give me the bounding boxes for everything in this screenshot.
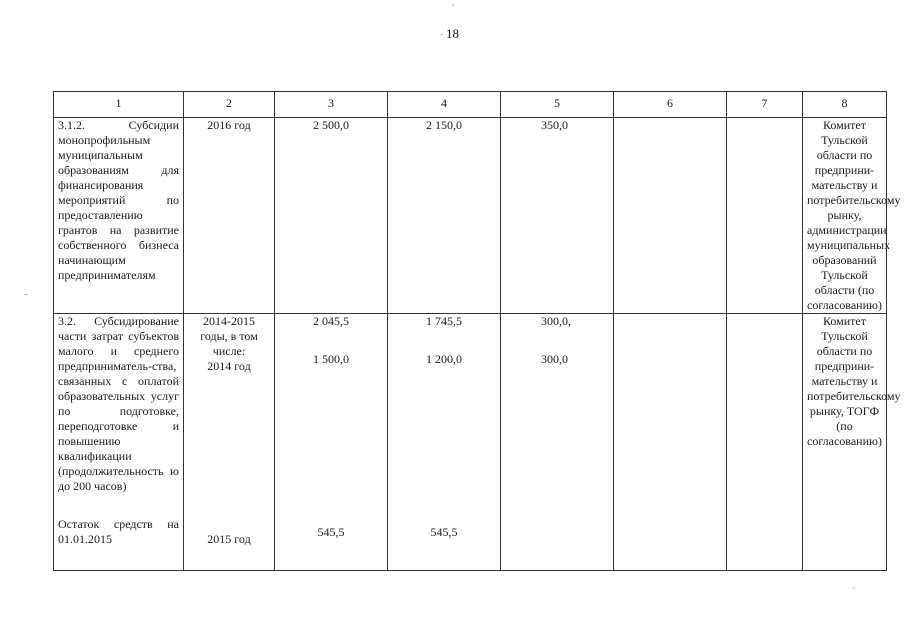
header-col-4: 4 (388, 92, 501, 118)
page-number: 18 (446, 26, 459, 41)
scan-speck: · (852, 584, 856, 595)
total-cell (275, 314, 388, 571)
period-total: 2014-2015 годы, в том числе: (200, 314, 258, 358)
header-col-2: 2 (184, 92, 275, 118)
period-2015: 2015 год (207, 532, 251, 546)
scan-speck: - (24, 289, 28, 300)
empty-cell-6 (614, 314, 727, 571)
measure-description: 3.2. Субсидирование части затрат субъектов малого и среднего предприниматель-ства, связанных с оплатой образовательных услуг по подготовке, переподготовке и повышению квалификации (продолжительность ю до 200 часов) (58, 314, 179, 493)
funding-regional-2015: 545,5 (430, 525, 458, 539)
empty-cell-7 (727, 314, 803, 571)
funding-regional-2014: 1 200,0 (426, 352, 462, 366)
table-row (54, 118, 887, 314)
header-col-3: 3 (275, 92, 388, 118)
empty-cell-6 (614, 118, 727, 314)
measure-description: 3.1.2. Субсидии монопрофильным муниципальным образованиям для финансирования мероприятий по предоставлению грантов на развитие собственного бизнеса начинающим предпринимателям (54, 118, 184, 314)
funding-other: 300,0, (541, 314, 571, 328)
funding-total: 2 045,5 (313, 314, 349, 328)
funding-total-2015: 545,5 (317, 525, 345, 539)
funding-regional: 1 745,5 (426, 314, 462, 328)
empty-cell-7 (727, 118, 803, 314)
measure-period: 2016 год (184, 118, 275, 314)
header-col-8: 8 (803, 92, 887, 118)
executor: Комитет Тульской области по предприни-мательству и потребительскому рынку, администрации муниципальных образований Тульской области (по согласованию) (803, 118, 887, 314)
header-row (54, 92, 887, 118)
table-row (54, 314, 887, 571)
scan-speck: · (440, 30, 444, 41)
funding-regional: 2 150,0 (388, 118, 501, 314)
regional-cell (388, 314, 501, 571)
funding-total: 2 500,0 (275, 118, 388, 314)
period-cell (184, 314, 275, 571)
measures-table (53, 91, 901, 571)
scan-speck: ' (452, 3, 454, 14)
funding-other: 350,0 (501, 118, 614, 314)
header-col-6: 6 (614, 92, 727, 118)
funding-other-2014: 300,0 (541, 352, 568, 366)
executor: Комитет Тульской области по предприни-мательству и потребительскому рынку, ТОГФ (по согласованию) (803, 314, 887, 571)
sub-item-description: Остаток средств на 01.01.2015 (58, 517, 179, 546)
measure-cell (54, 314, 184, 571)
funding-total-2014: 1 500,0 (313, 352, 349, 366)
other-cell (501, 314, 614, 571)
period-2014: 2014 год (207, 359, 251, 373)
header-col-1: 1 (54, 92, 184, 118)
header-col-5: 5 (501, 92, 614, 118)
header-col-7: 7 (727, 92, 803, 118)
